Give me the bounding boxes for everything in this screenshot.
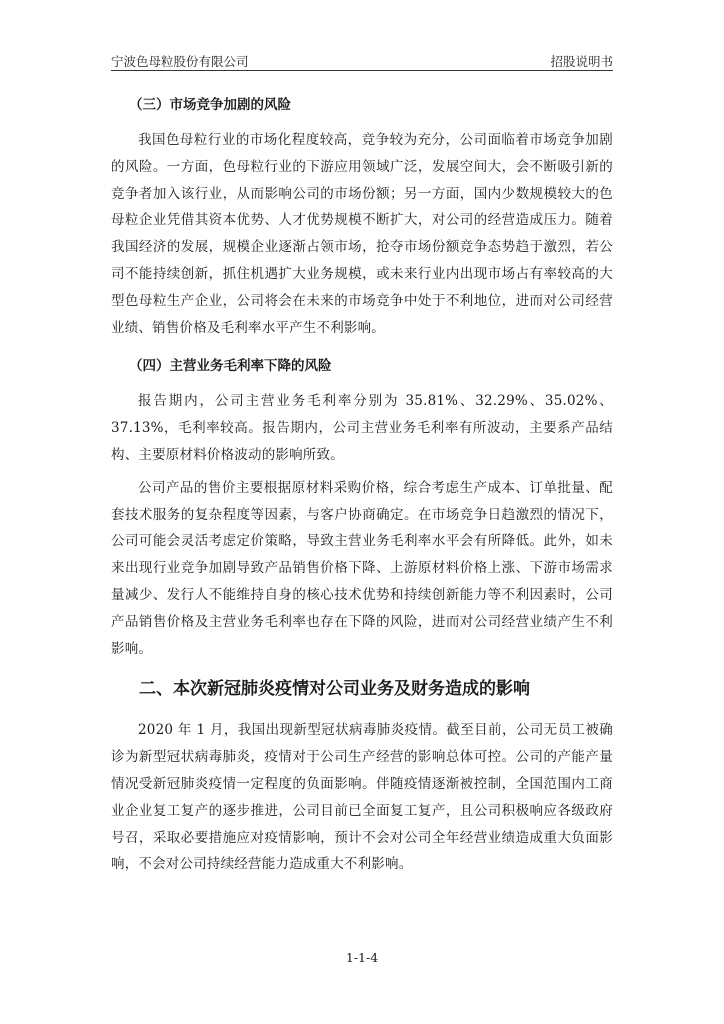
page-number: 1-1-4 bbox=[345, 950, 379, 965]
paragraph-gross-margin-1: 报告期内，公司主营业务毛利率分别为 35.81%、32.29%、35.02%、37.13%，毛利率较高。报告期内，公司主营业务毛利率有所波动，主要系产品结构、主要原材料价格波动的影响所致。 bbox=[111, 393, 613, 463]
paragraph-gross-margin-2: 公司产品的售价主要根据原材料采购价格，综合考虑生产成本、订单批量、配套技术服务的复杂程度等因素，与客户协商确定。在市场竞争日趋激烈的情况下，公司可能会灵活考虑定价策略，导致主营业务毛利率水平会有所降低。此外，如未来出现行业竞争加剧导致产品销售价格下降、上游原材料价格上涨、下游市场需求量减少、发行人不能维持自身的核心技术优势和持续创新能力等不利因素时，公司产品销售价格及主营业务毛利率也存在下降的风险，进而对公司经营业绩产生不利影响。 bbox=[111, 479, 613, 657]
page-header bbox=[111, 48, 613, 71]
document-body bbox=[111, 80, 613, 884]
paragraph-market-competition: 我国色母粒行业的市场化程度较高，竞争较为充分，公司面临着市场竞争加剧的风险。一方面，色母粒行业的下游应用领域广泛，发展空间大，会不断吸引新的竞争者加入该行业，从而影响公司的市场份额；另一方面，国内少数规模较大的色母粒企业凭借其资本优势、人才优势规模不断扩大，对公司的经营造成压力。随着我国经济的发展，规模企业逐渐占领市场，抢夺市场份额竞争态势趋于激烈，若公司不能持续创新，抓住机遇扩大业务规模，或未来行业内出现市场占有率较高的大型色母粒生产企业，公司将会在未来的市场竞争中处于不利地位，进而对公司经营业绩、销售价格及毛利率水平产生不利影响。 bbox=[111, 132, 613, 336]
chapter-heading-covid: 二、本次新冠肺炎疫情对公司业务及财务造成的影响 bbox=[139, 679, 530, 700]
section-heading-gross-margin: （四）主营业务毛利率下降的风险 bbox=[129, 358, 332, 375]
header-company-name: 宁波色母粒股份有限公司 bbox=[111, 54, 249, 69]
header-document-type: 招股说明书 bbox=[550, 54, 613, 69]
section-heading-market-competition: （三）市场竞争加剧的风险 bbox=[129, 97, 291, 113]
paragraph-covid: 2020 年 1 月，我国出现新型冠状病毒肺炎疫情。截至目前，公司无员工被确诊为新型冠状病毒肺炎，疫情对于公司生产经营的影响总体可控。公司的产能产量情况受新冠肺炎疫情一定程度的负面影响。伴随疫情逐渐被控制，全国范围内工商业企业复工复产的逐步推进，公司目前已全面复工复产，且公司积极响应各级政府号召，采取必要措施应对疫情影响，预计不会对公司全年经营业绩造成重大负面影响，不会对公司持续经营能力造成重大不利影响。 bbox=[111, 722, 613, 873]
